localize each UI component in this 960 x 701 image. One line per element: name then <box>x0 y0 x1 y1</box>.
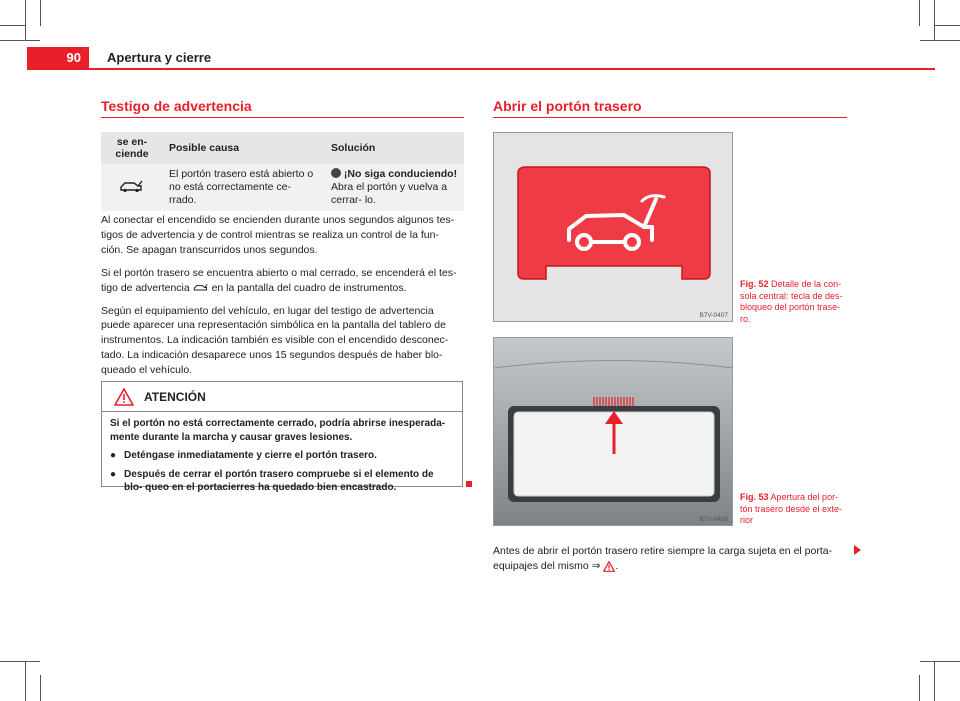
figure-rear-hatch-exterior <box>493 337 733 526</box>
crop-mark <box>919 675 920 701</box>
warning-title: ATENCIÓN <box>144 389 206 404</box>
paragraph: Según el equipamiento del vehículo, en lugar del testigo de advertencia puede aparecer una representación simbólica en la pantalla del tablero de instrumentos. La indicación también es visible con el encendido desconec- tado. La indicación desaparece unos 15 segundos después de haber blo- queado el vehículo. <box>101 304 449 377</box>
page-number: 90 <box>27 47 89 68</box>
section-rule <box>101 117 464 118</box>
table-cell-solution <box>325 164 464 211</box>
header-rule <box>27 68 935 70</box>
rear-hatch-open-icon <box>193 283 209 292</box>
console-unlock-key-illustration <box>494 133 733 322</box>
crop-mark <box>40 0 41 26</box>
chapter-title: Apertura y cierre <box>107 50 212 65</box>
figure-code: B7V-0408 <box>699 516 728 523</box>
table-cell-cause: El portón trasero está abierto o no está correctamente ce- rrado. <box>163 164 325 211</box>
warning-body <box>102 412 462 505</box>
stop-icon <box>331 168 341 178</box>
next-page-arrow <box>854 545 861 555</box>
paragraph: Al conectar el encendido se encienden durante unos segundos algunos tes- tigos de advertencia y de control mientras se realiza un control de la fun- ción. Se apagan transcurridos unos segundos. <box>101 214 455 256</box>
table-row <box>101 164 464 211</box>
table-cell-icon <box>101 164 163 211</box>
section-title-warning-light: Testigo de advertencia <box>101 98 252 114</box>
list-item: ● Deténgase inmediatamente y cierre el portón trasero. <box>110 450 377 461</box>
warning-header <box>102 382 462 412</box>
crop-mark <box>25 0 26 40</box>
solution-heading: ¡No siga conduciendo! <box>343 168 458 180</box>
body-text-left <box>101 213 464 386</box>
crop-mark <box>25 661 26 701</box>
body-text-right: Antes de abrir el portón trasero retire siempre la carga sujeta en el porta- equipajes del mismo ⇒ . <box>493 545 833 572</box>
rear-hatch-open-icon <box>119 179 145 193</box>
bullet-dot: ● <box>110 450 117 461</box>
section-title-open-hatch: Abrir el portón trasero <box>493 98 642 114</box>
rear-hatch-exterior-illustration <box>494 338 733 526</box>
crop-mark <box>0 40 40 41</box>
section-rule <box>493 117 847 118</box>
warning-triangle-icon <box>114 388 134 406</box>
table-header-solution: Solución <box>325 132 464 164</box>
crop-mark <box>920 40 960 41</box>
table-header-lights-up: se en- ciende <box>101 132 163 164</box>
crop-mark <box>919 0 920 26</box>
warning-intro: Si el portón no está correctamente cerrado, podría abrirse inesperada- mente durante la marcha y causar graves lesiones. <box>110 418 446 443</box>
figure-caption: Fig. 53 Apertura del por- tón trasero desde el exte- rior <box>740 492 843 526</box>
crop-mark <box>934 25 960 26</box>
crop-mark <box>0 25 26 26</box>
table-header-cause: Posible causa <box>163 132 325 164</box>
solution-text: Abra el portón y vuelva a cerrar- lo. <box>331 181 448 207</box>
list-item: ● Después de cerrar el portón trasero compruebe si el elemento de blo- queo en el portacierres ha quedado bien encastrado. <box>110 468 434 493</box>
section-end-mark <box>466 481 472 487</box>
warning-triangle-icon <box>603 561 615 572</box>
crop-mark <box>934 0 935 40</box>
crop-mark <box>934 661 935 701</box>
figure-code: B7V-0407 <box>699 312 728 319</box>
crop-mark <box>920 661 960 662</box>
warning-light-table <box>101 132 464 211</box>
figure-unlock-button <box>493 132 733 322</box>
paragraph: Si el portón trasero se encuentra abierto o mal cerrado, se encenderá el tes- tigo de advertencia en la pantalla del cuadro de instrumentos. <box>101 266 457 294</box>
bullet-dot: ● <box>110 468 117 480</box>
crop-mark <box>0 661 40 662</box>
crop-mark <box>40 675 41 701</box>
warning-box <box>101 381 463 493</box>
figure-caption: Fig. 52 Detalle de la con- sola central: tecla de des- bloqueo del portón trase- ro. <box>740 279 843 325</box>
